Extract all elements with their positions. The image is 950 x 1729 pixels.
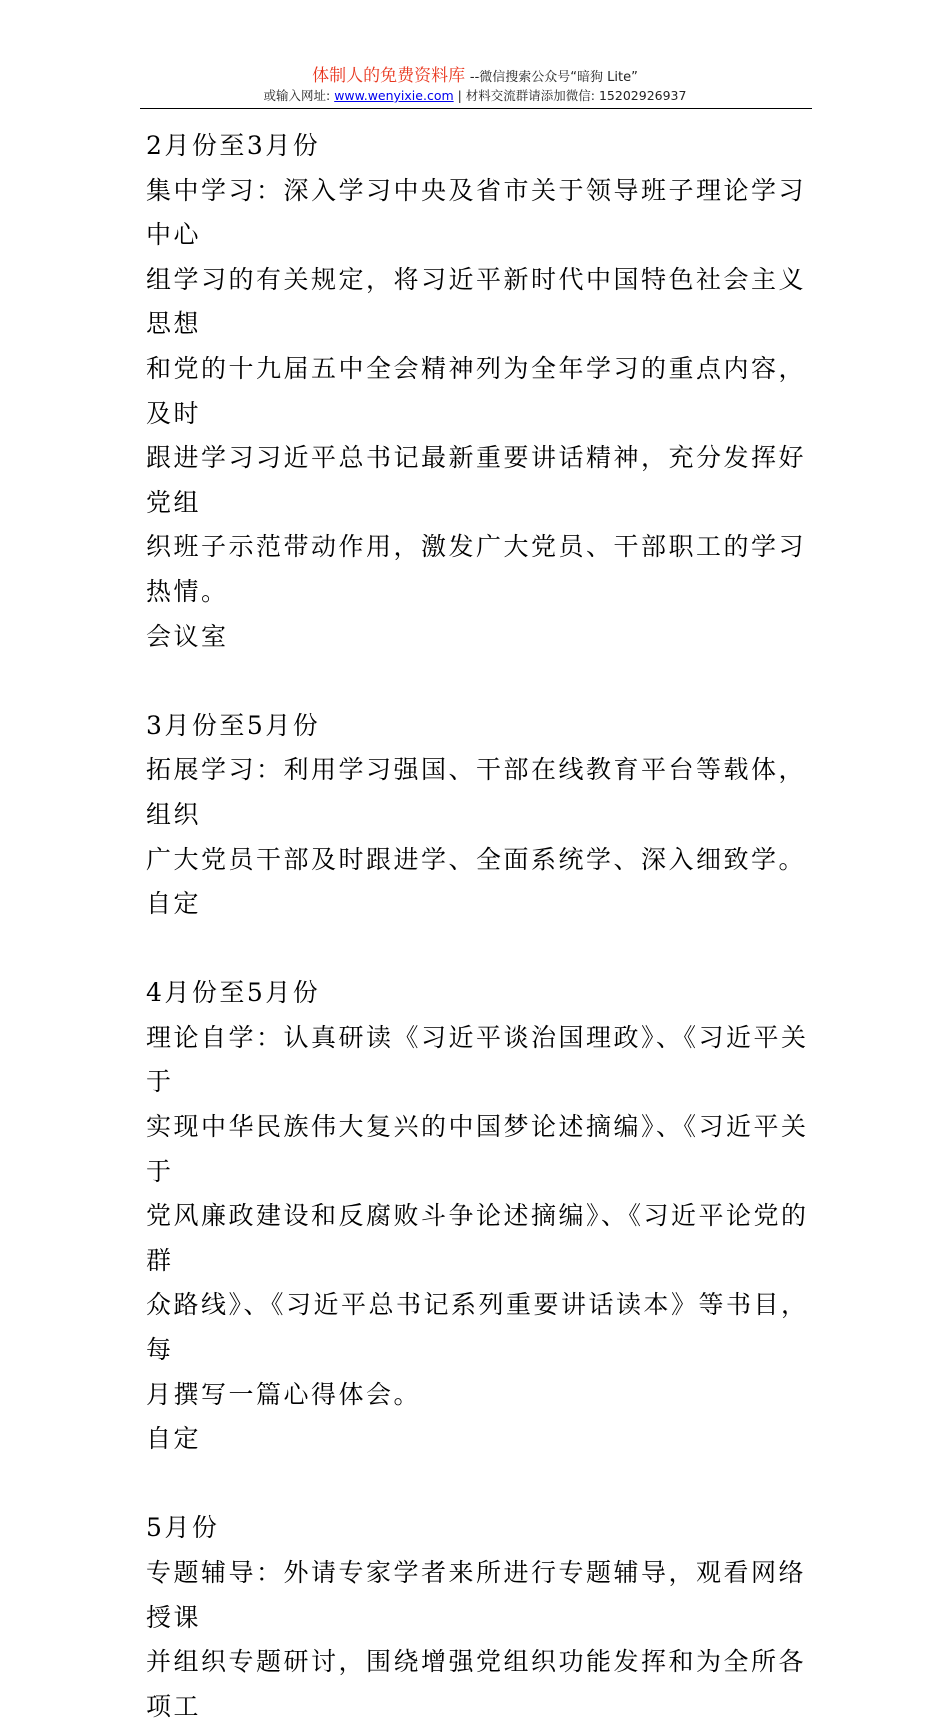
section-1 [146,124,826,659]
header-line-2 [0,88,950,104]
header-url-link[interactable]: www.wenyixie.com [334,88,454,104]
section-line: 集中学习：深入学习中央及省市关于领导班子理论学习中心 [146,175,807,250]
document-body [146,124,826,1729]
section-line: 组学习的有关规定，将习近平新时代中国特色社会主义思想 [146,264,807,339]
section-line: 拓展学习：利用学习强国、干部在线教育平台等载体，组织 [146,755,807,829]
section-gap [146,1462,826,1507]
section-line: 党风廉政建设和反腐败斗争论述摘编》、《习近平论党的群 [146,1201,809,1275]
section-4 [146,1506,826,1729]
section-location: 会议室 [146,621,229,651]
page-header [0,66,950,104]
section-date: 2月份至3月份 [146,131,321,160]
section-line: 和党的十九届五中全会精神列为全年学习的重点内容，及时 [146,353,807,428]
section-gap [146,927,826,972]
header-divider [140,108,812,109]
section-line: 广大党员干部及时跟进学、全面系统学、深入细致学。 [146,844,807,874]
section-line: 跟进学习习近平总书记最新重要讲话精神，充分发挥好党组 [146,443,807,517]
section-2 [146,704,826,927]
section-gap [146,659,826,704]
header-contact: | 材料交流群请添加微信: 15202926937 [453,88,687,104]
section-date: 5月份 [146,1513,220,1543]
section-line: 专题辅导：外请专家学者来所进行专题辅导，观看网络授课 [146,1558,807,1632]
header-brand: 体制人的免费资料库 [312,66,466,86]
section-line: 众路线》、《习近平总书记系列重要讲话读本》等书目，每 [146,1290,809,1365]
section-line: 月撰写一篇心得体会。 [146,1379,422,1409]
section-3 [146,971,826,1462]
section-line: 织班子示范带动作用，激发广大党员、干部职工的学习热情。 [146,532,807,606]
section-location: 自定 [146,889,202,919]
section-date: 3月份至5月份 [146,710,321,740]
section-location: 自定 [146,1424,202,1454]
section-line: 实现中华民族伟大复兴的中国梦论述摘编》、《习近平关于 [146,1112,809,1186]
section-line: 并组织专题研讨，围绕增强党组织功能发挥和为全所各项工 [146,1647,807,1721]
section-date: 4月份至5月份 [146,978,321,1008]
header-slogan: --微信搜索公众号“暗狗 Lite” [469,70,638,85]
header-line-1 [0,66,950,87]
section-line: 理论自学：认真研读《习近平谈治国理政》、《习近平关于 [146,1022,809,1097]
header-url-prefix: 或输入网址: [263,88,335,104]
